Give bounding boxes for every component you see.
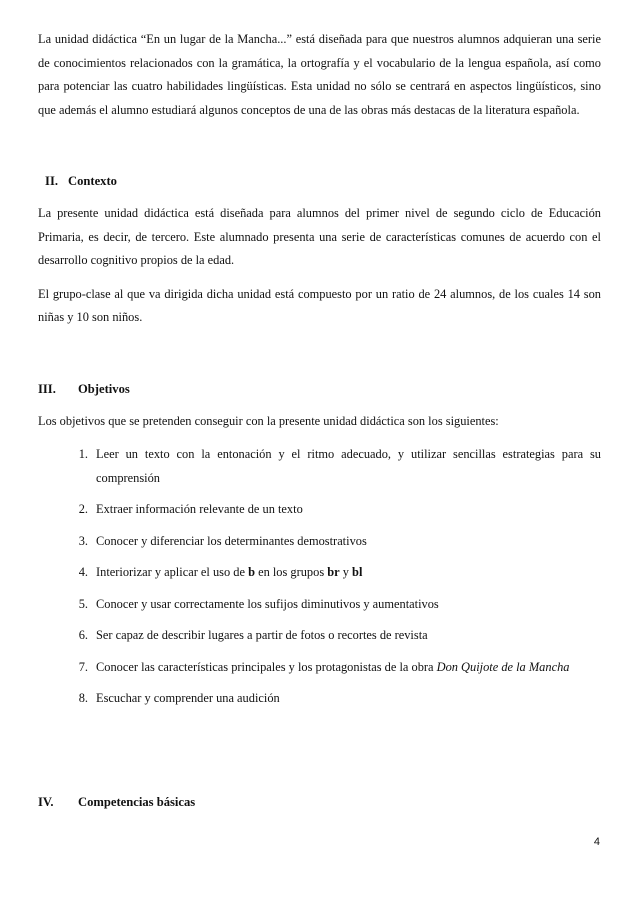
section-title: Competencias básicas	[78, 794, 196, 809]
intro-paragraph: La unidad didáctica “En un lugar de la Mancha...” está diseñada para que nuestros alumnos adquieran una serie de conocimientos relacionados con la gramática, la ortografía y el vocabulario de la lengua española, así como para potenciar las cuatro habilidades lingüísticas. Esta unidad no sólo se centrará en aspectos lingüísticos, sino que además el alumno estudiará algunos conceptos de una de las obras más destacas de la literatura española.	[38, 32, 601, 117]
objectives-list	[38, 443, 601, 711]
section-number: III.	[38, 381, 56, 396]
document-page	[38, 28, 601, 823]
list-item: 3. Conocer y diferenciar los determinantes demostrativos	[78, 533, 367, 548]
section-number: II.	[45, 174, 58, 188]
section-number: IV.	[38, 794, 54, 809]
bold-term: b	[248, 565, 255, 579]
objetivos-intro: Los objetivos que se pretenden conseguir con la presente unidad didáctica son los siguientes:	[38, 413, 499, 428]
contexto-paragraph-2: El grupo-clase al que va dirigida dicha unidad está compuesto por un ratio de 24 alumnos, de los cuales 14 son niñas y 10 son niños.	[38, 286, 601, 324]
bold-term: bl	[352, 565, 363, 579]
list-item: 2. Extraer información relevante de un texto	[78, 502, 303, 516]
list-item: 7. Conocer las características principales y los protagonistas de la obra Don Quijote de la Mancha	[78, 659, 570, 674]
list-item: 1. Leer un texto con la entonación y el ritmo adecuado, y utilizar sencillas estrategias para su comprensión	[78, 447, 601, 485]
list-item: 6. Ser capaz de describir lugares a partir de fotos o recortes de revista	[78, 628, 428, 642]
section-title: Objetivos	[78, 381, 130, 396]
section-heading-competencias	[38, 791, 601, 813]
section-title: Contexto	[68, 174, 117, 188]
bold-term: br	[327, 565, 340, 579]
list-item: 8. Escuchar y comprender una audición	[78, 691, 280, 705]
section-heading-contexto	[38, 170, 601, 192]
section-heading-objetivos	[38, 378, 601, 400]
contexto-paragraph-1: La presente unidad didáctica está diseñada para alumnos del primer nivel de segundo ciclo de Educación Primaria, es decir, de tercero. Este alumnado presenta una serie de características comunes de acuerdo con el desarrollo cognitivo propios de la edad.	[38, 206, 601, 267]
list-item: 4. Interiorizar y aplicar el uso de b en los grupos br y bl	[78, 565, 363, 579]
list-item: 5. Conocer y usar correctamente los sufijos diminutivos y aumentativos	[78, 596, 439, 611]
book-title: Don Quijote de la Mancha	[436, 659, 570, 674]
page-number: 4	[593, 836, 600, 848]
